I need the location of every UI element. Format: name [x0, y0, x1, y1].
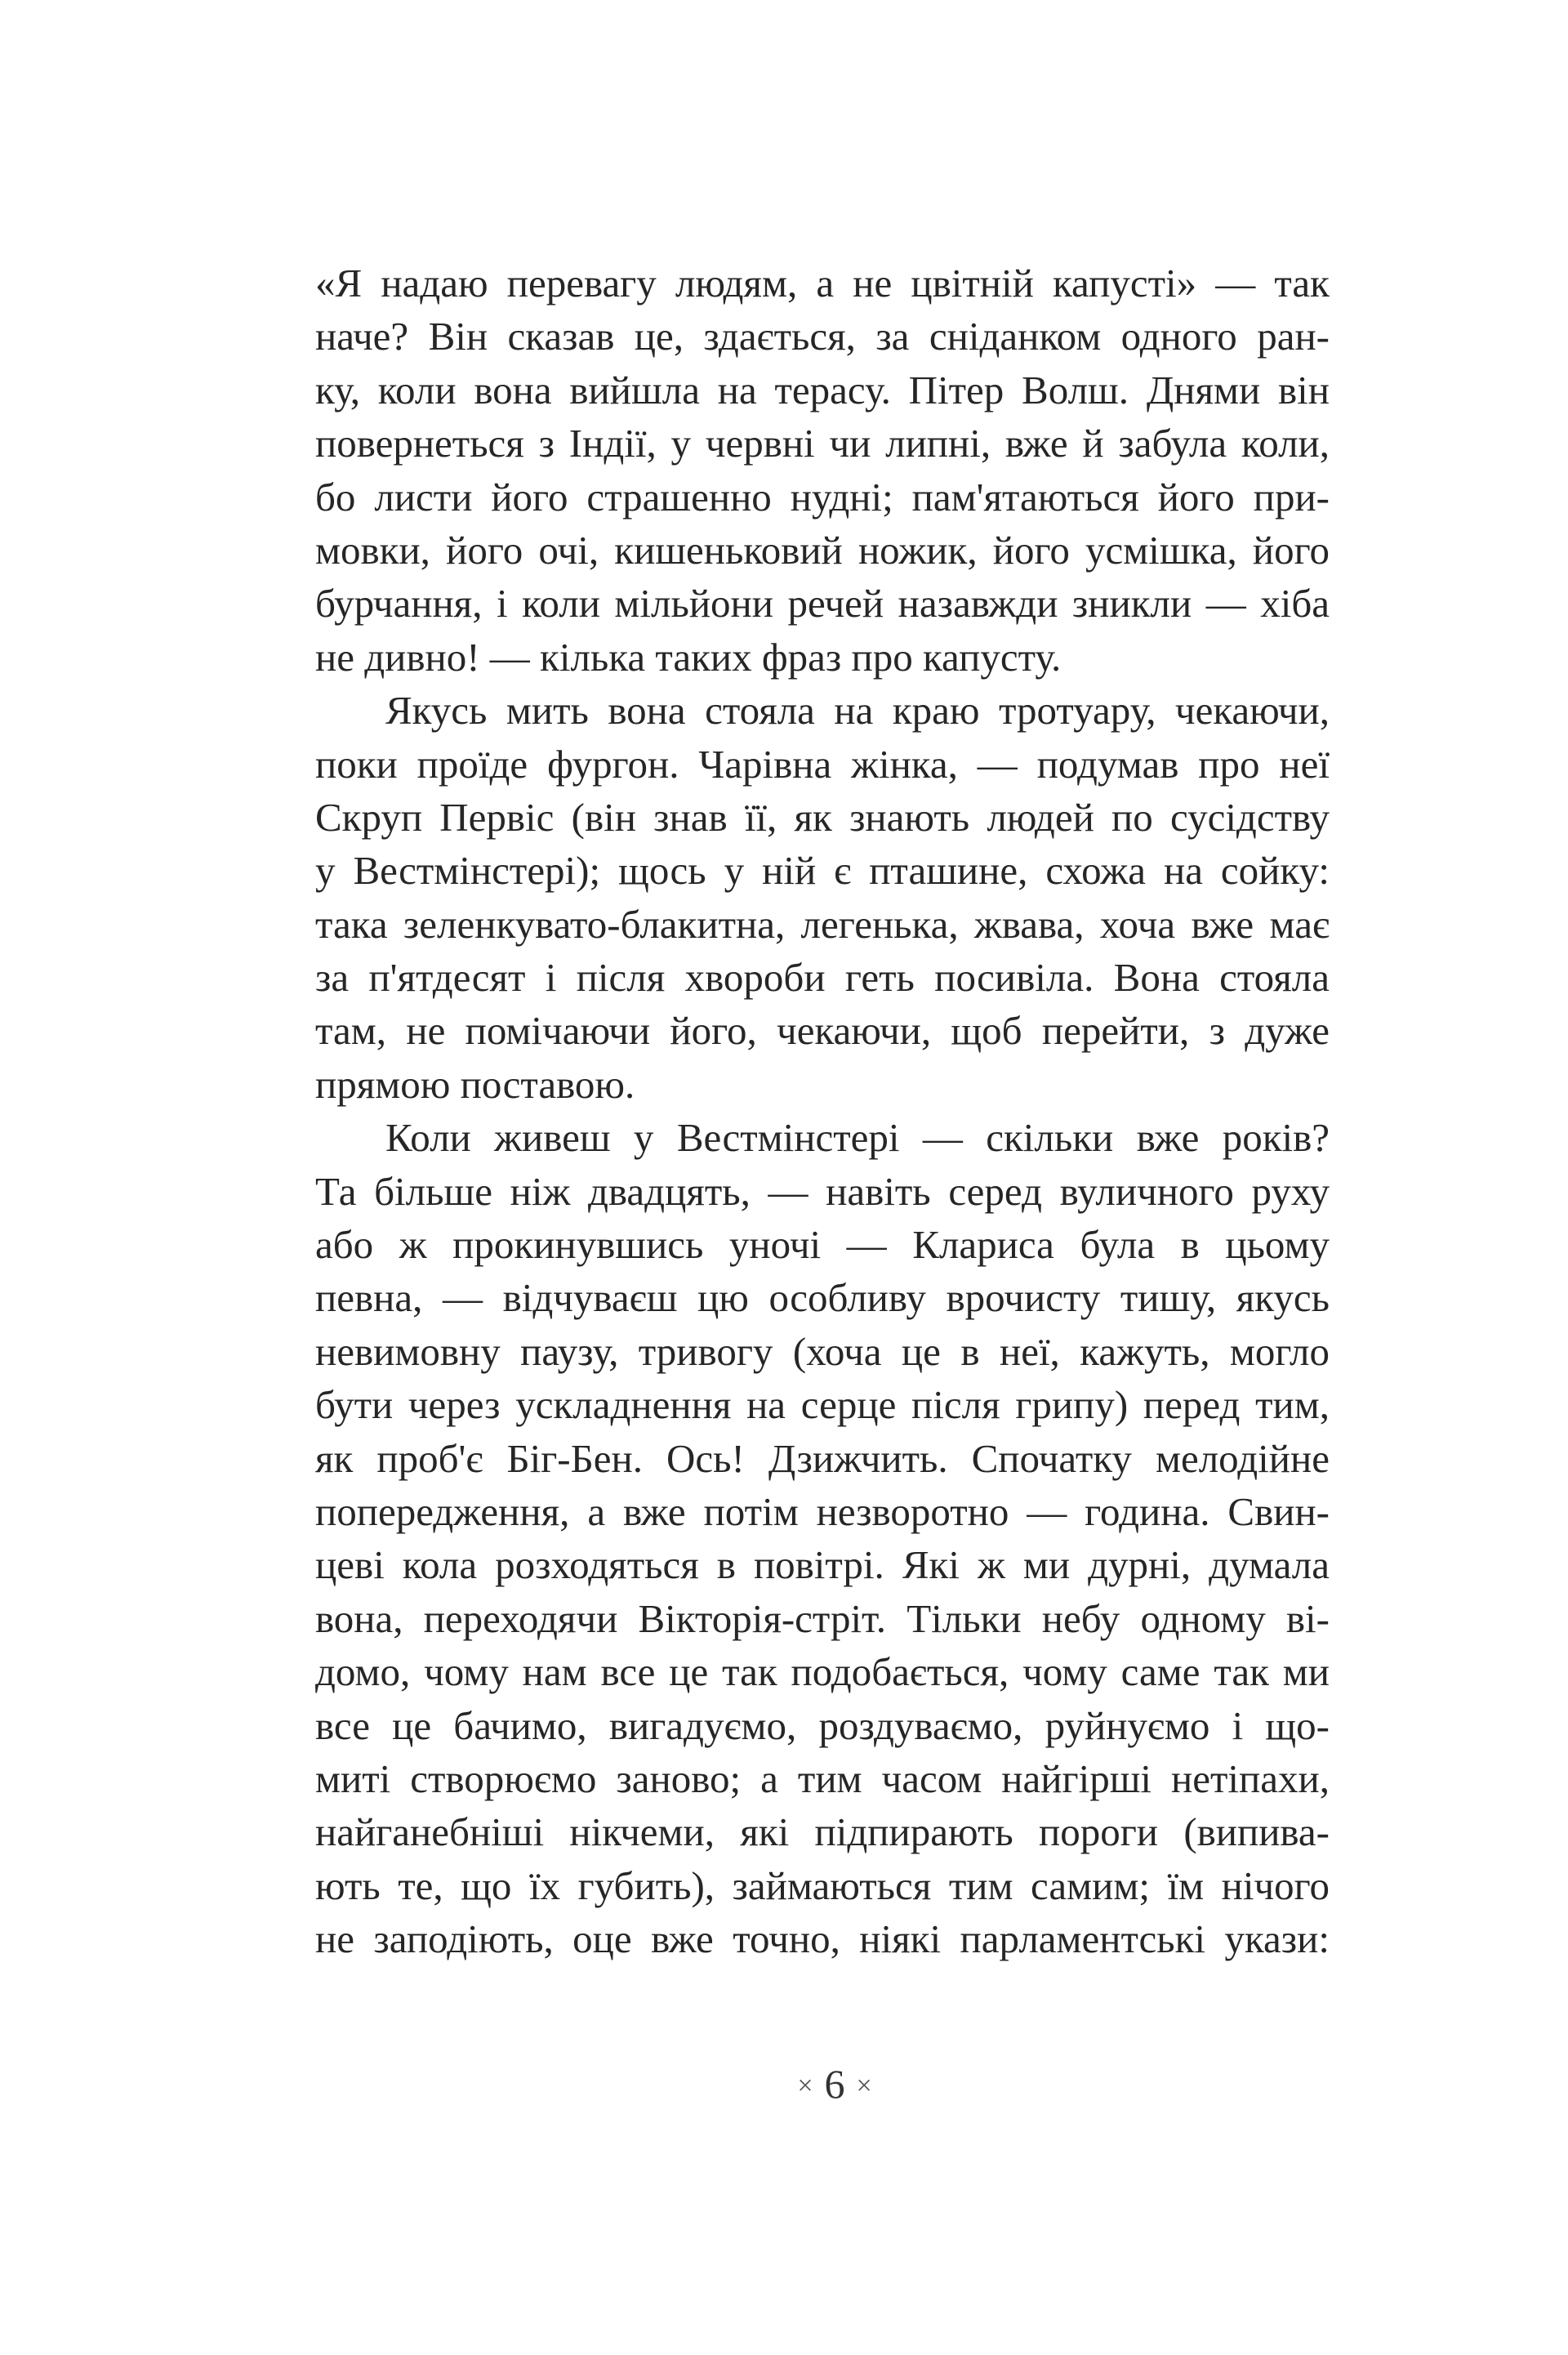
text-line: все це бачимо, вигадуємо, роздуваємо, руйнуємо і що- [315, 1702, 1330, 1748]
body-text [315, 256, 1330, 1966]
text-line: прямою поставою. [315, 1061, 635, 1107]
text-line: «Я надаю перевагу людям, а не цвітній капусті» — так [315, 261, 1330, 306]
ornament-icon: × [856, 2071, 872, 2101]
text-line: не заподіють, оце вже точно, ніякі парламентські укази: [315, 1916, 1330, 1962]
text-line: миті створюємо заново; а тим часом найгірші нетіпахи, [315, 1755, 1330, 1801]
page-number-footer [0, 2060, 1568, 2107]
text-line: ку, коли вона вийшла на терасу. Пітер Волш. Днями він [315, 367, 1330, 413]
text-line: за п'ятдесят і після хвороби геть посивіла. Вона стояла [315, 955, 1330, 1001]
text-line: як проб'є Біг-Бен. Ось! Дзижчить. Спочатку мелодійне [315, 1435, 1330, 1481]
text-line: мовки, його очі, кишеньковий ножик, його усмішка, його [315, 527, 1330, 573]
text-line: або ж прокинувшись уночі — Клариса була в цьому [315, 1222, 1330, 1268]
text-line: вона, переходячи Вікторія-стріт. Тільки небу одному ві- [315, 1595, 1330, 1641]
ornament-icon: × [797, 2071, 813, 2101]
text-line: найганебніші нікчеми, які підпирають пороги (випива- [315, 1809, 1330, 1855]
text-line: домо, чому нам все це так подобається, чому саме так ми [315, 1649, 1330, 1695]
text-line: певна, — відчуваєш цю особливу врочисту тишу, якусь [315, 1275, 1330, 1321]
text-line: така зеленкувато-блакитна, легенька, жвава, хоча вже має [315, 901, 1330, 947]
paragraph [315, 256, 1330, 684]
text-line: повернеться з Індії, у червні чи липні, вже й забула коли, [315, 421, 1330, 466]
text-line: бо листи його страшенно нудні; пам'ятаються його при- [315, 474, 1330, 520]
text-line: у Вестмінстері); щось у ній є пташине, схожа на сойку: [315, 848, 1330, 894]
text-line: Скруп Первіс (він знав її, як знають людей по сусідству [315, 794, 1330, 840]
text-line: наче? Він сказав це, здається, за сніданком одного ран- [315, 314, 1330, 359]
text-line: бути через ускладнення на серце після грипу) перед тим, [315, 1382, 1330, 1428]
paragraph [315, 684, 1330, 1111]
text-line: ють те, що їх губить), займаються тим самим; їм нічого [315, 1862, 1330, 1908]
page-number: 6 [824, 2061, 845, 2107]
text-line: Та більше ніж двадцять, — навіть серед вуличного руху [315, 1168, 1330, 1214]
text-line: Коли живеш у Вестмінстері — скільки вже років? [385, 1115, 1330, 1161]
text-line: бурчання, і коли мільйони речей назавжди зникли — хіба [315, 581, 1330, 627]
text-line: невимовну паузу, тривогу (хоча це в неї, кажуть, могло [315, 1328, 1330, 1374]
paragraph [315, 1111, 1330, 1965]
text-line: Якусь мить вона стояла на краю тротуару, чекаючи, [385, 688, 1330, 734]
text-line: попередження, а вже потім незворотно — година. Свин- [315, 1488, 1330, 1534]
text-line: цеві кола розходяться в повітрі. Які ж ми дурні, думала [315, 1542, 1330, 1588]
text-line: там, не помічаючи його, чекаючи, щоб перейти, з дуже [315, 1008, 1330, 1054]
text-line: не дивно! — кілька таких фраз про капусту. [315, 634, 1062, 680]
text-line: поки проїде фургон. Чарівна жінка, — подумав про неї [315, 741, 1330, 787]
